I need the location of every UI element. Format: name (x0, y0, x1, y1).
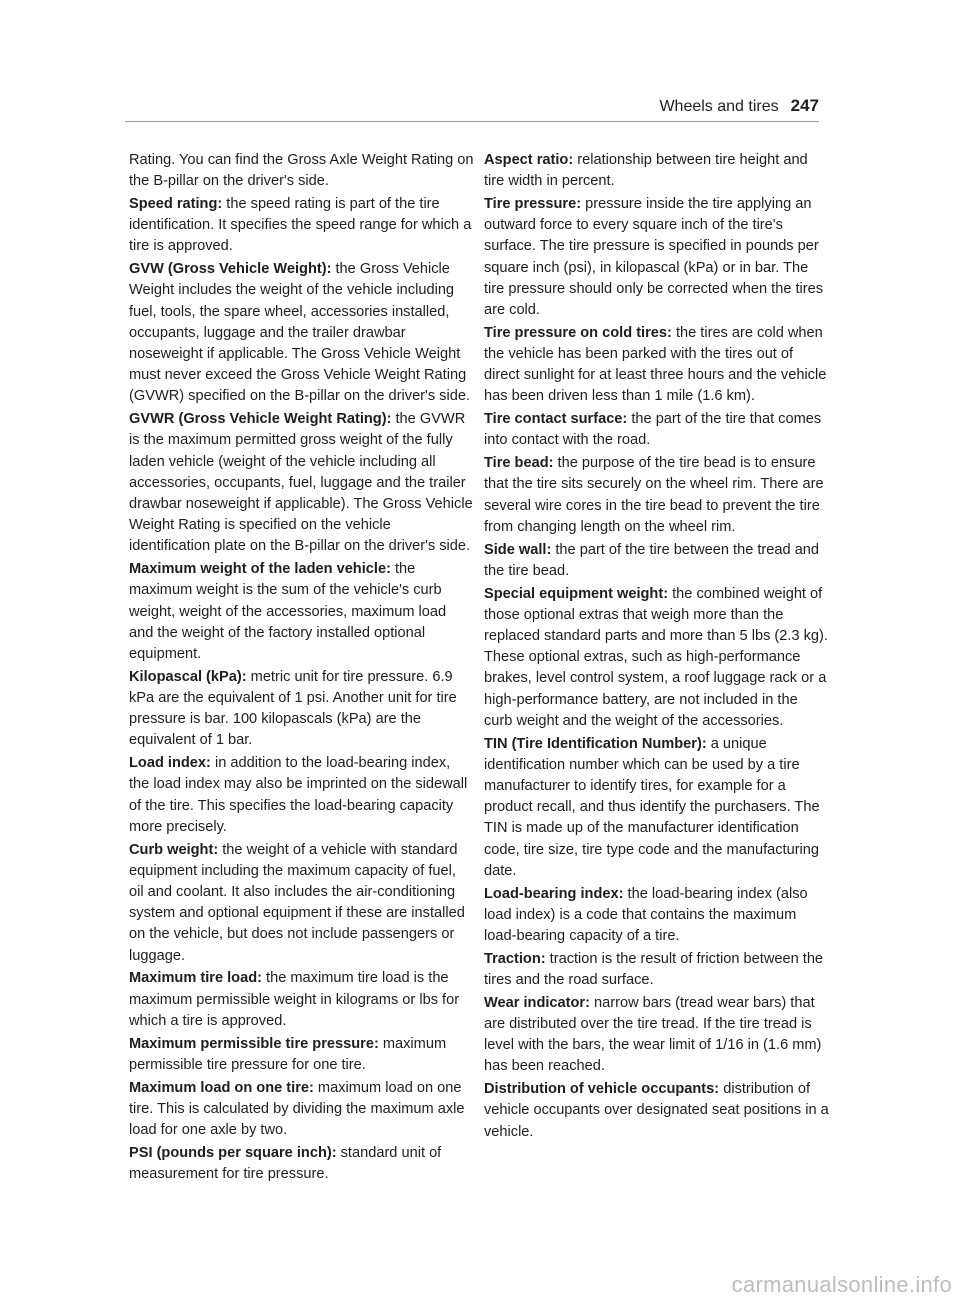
glossary-entry-rating-continued: Rating. You can find the Gross Axle Weight Rating on the B-pillar on the driver's side. (129, 152, 474, 190)
glossary-entry-max-tire-pressure: Maximum permissible tire pressure: maximum permissible tire pressure for one tire. (129, 1035, 447, 1073)
glossary-entry-traction: Traction: traction is the result of friction between the tires and the road surface. (484, 950, 824, 989)
glossary-entry-load-index: Load index: in addition to the load-bearing index, the load index may also be imprinted on the sidewall of the tire. This specifies the load-bearing capacity more precisely. (129, 755, 468, 835)
glossary-entry-gvwr: GVWR (Gross Vehicle Weight Rating): the GVWR is the maximum permitted gross weight of the fully laden vehicle (weight of the vehicle including all accessories, occupants, fuel, luggage and the trailer drawbar noseweight if applicable). The Gross Vehicle Weight Rating is specified on the vehicle identification plate on the B-pillar on the driver's side. (129, 411, 473, 555)
glossary-entry-cold-tire-pressure: Tire pressure on cold tires: the tires are cold when the vehicle has been parked with the tires out of direct sunlight for at least three hours and the vehicle has been driven less than 1 mile (1.6 km). (484, 324, 827, 405)
glossary-entry-load-bearing-index: Load-bearing index: the load-bearing index (also load index) is a code that contains the maximum load-bearing capacity of a tire. (484, 885, 808, 945)
left-column (129, 150, 474, 1187)
glossary-entry-tin: TIN (Tire Identification Number): a unique identification number which can be used by a tire manufacturer to identify tires, for example for a product recall, and thus identify the purchasers. The TIN is made up of the manufacturer identification code, tire size, tire type code and the manufacturing date. (484, 735, 820, 879)
glossary-entry-side-wall: Side wall: the part of the tire between the tread and the tire bead. (484, 541, 820, 579)
glossary-entry-curb-weight: Curb weight: the weight of a vehicle with standard equipment including the maximum capacity of fuel, oil and coolant. It also includes the air-conditioning system and optional equipment if these are installed on the vehicle, but does not include passengers or luggage. (129, 841, 465, 964)
glossary-entry-tire-bead: Tire bead: the purpose of the tire bead is to ensure that the tire sits securely on the wheel rim. There are several wire cores in the tire bead to prevent the tire from changing length on the wheel rim. (484, 455, 824, 535)
glossary-entry-contact-surface: Tire contact surface: the part of the tire that comes into contact with the road. (484, 411, 822, 449)
watermark: carmanualsonline.info (731, 1272, 952, 1297)
section-title: Wheels and tires (659, 98, 779, 115)
glossary-entry-speed-rating: Speed rating: the speed rating is part of the tire identification. It specifies the speed range for which a tire is approved. (129, 196, 472, 255)
glossary-entry-aspect-ratio: Aspect ratio: relationship between tire height and tire width in percent. (484, 152, 808, 190)
page-header (125, 96, 819, 120)
glossary-entry-occupant-distribution: Distribution of vehicle occupants: distribution of vehicle occupants over designated seat positions in a vehicle. (484, 1081, 829, 1140)
glossary-entry-wear-indicator: Wear indicator: narrow bars (tread wear bars) that are distributed over the tire tread. If the tire tread is level with the bars, the wear limit of 1/16 in (1.6 mm) has been reached. (484, 994, 822, 1075)
glossary-entry-max-tire-load: Maximum tire load: the maximum tire load is the maximum permissible weight in kilograms or lbs for which a tire is approved. (129, 970, 460, 1029)
glossary-entry-max-load-one-tire: Maximum load on one tire: maximum load on one tire. This is calculated by dividing the maximum axle load for one axle by two. (129, 1079, 465, 1139)
glossary-entry-psi: PSI (pounds per square inch): standard unit of measurement for tire pressure. (129, 1144, 442, 1183)
glossary-entry-kilopascal: Kilopascal (kPa): metric unit for tire pressure. 6.9 kPa are the equivalent of 1 psi. Another unit for tire pressure is bar. 100 kilopascals (kPa) are the equivalent of 1 bar. (129, 668, 457, 749)
glossary-entry-tire-pressure: Tire pressure: pressure inside the tire applying an outward force to every square inch of the tire's surface. The tire pressure is specified in pounds per square inch (psi), in kilopascal (kPa) or in bar. The tire pressure should only be corrected when the tires are cold. (484, 196, 824, 319)
header-divider (125, 121, 819, 122)
glossary-entry-gvw: GVW (Gross Vehicle Weight): the Gross Vehicle Weight includes the weight of the vehicle including fuel, tools, the spare wheel, accessories installed, occupants, luggage and the trailer drawbar noseweight if applicable. The Gross Vehicle Weight must never exceed the Gross Vehicle Weight Rating (GVWR) specified on the B-pillar on the driver's side. (129, 261, 471, 405)
right-column (484, 150, 829, 1144)
glossary-entry-max-weight-laden: Maximum weight of the laden vehicle: the maximum weight is the sum of the vehicle's curb weight, weight of the accessories, maximum load and the weight of the factory installed optional equipment. (129, 561, 447, 663)
glossary-entry-special-equipment-weight: Special equipment weight: the combined weight of those optional extras that weigh more than the replaced standard parts and more than 5 lbs (2.3 kg). These optional extras, such as high-performance brakes, level control system, a roof luggage rack or a high-performance battery, are not included in the curb weight and the weight of the accessories. (484, 585, 828, 729)
page-number: 247 (790, 96, 819, 115)
